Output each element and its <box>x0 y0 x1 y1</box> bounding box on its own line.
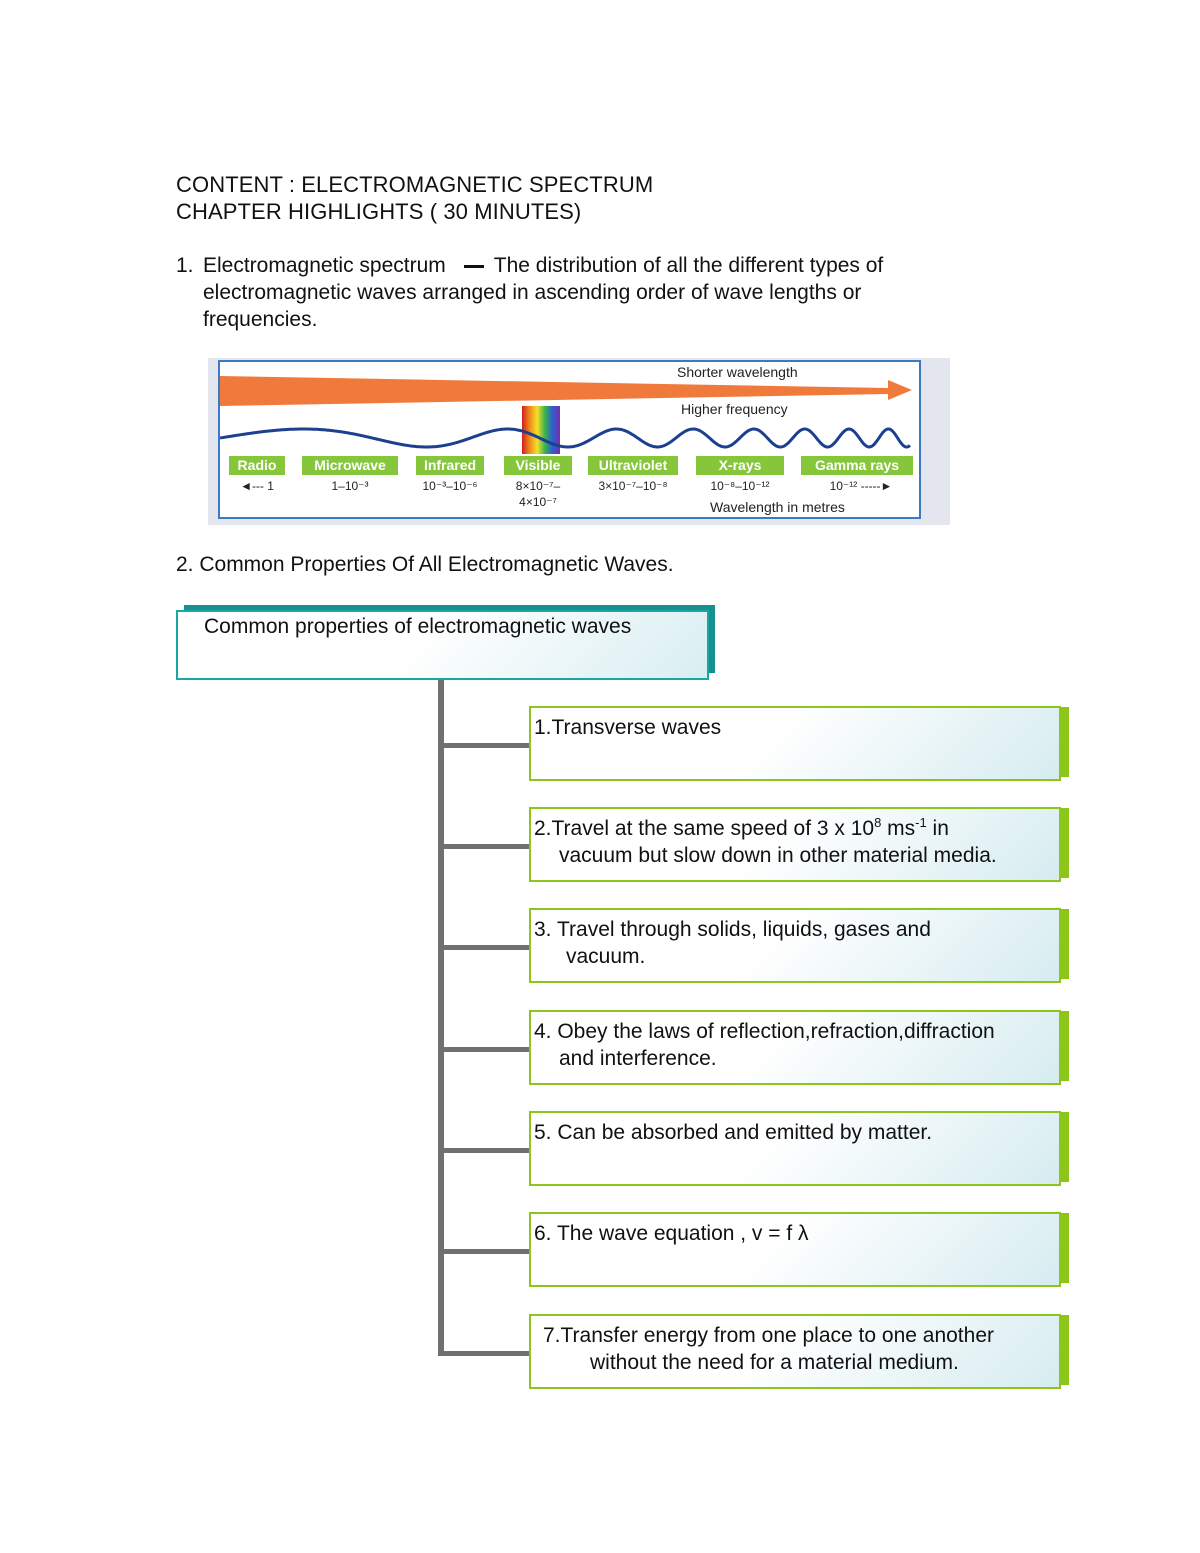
wavelength-microwave: 1–10⁻³ <box>331 479 369 493</box>
wavelength-ultraviolet: 3×10⁻⁷–10⁻⁸ <box>598 479 668 493</box>
wavelength-x-rays: 10⁻⁸–10⁻¹² <box>710 479 770 493</box>
shorter-wavelength-label: Shorter wavelength <box>677 364 798 380</box>
property-2-text: 2.Travel at the same speed of 3 x $10^8$ $ms^{-1}$ in <box>534 815 949 840</box>
property-7-text: 7.Transfer energy from one place to one another <box>543 1324 994 1347</box>
property-4-text-line-2: and interference. <box>559 1047 717 1070</box>
definition-term: Electromagnetic spectrum <box>203 254 446 277</box>
wavelength-infrared: 10⁻³–10⁻⁶ <box>422 479 478 493</box>
property-3-text: 3. Travel through solids, liquids, gases and <box>534 918 931 941</box>
wavelength-axis-label: Wavelength in metres <box>710 499 845 515</box>
property-box-3 <box>529 908 1061 983</box>
band-gamma-rays: Gamma rays <box>801 456 913 475</box>
connector-branch-4 <box>441 1047 531 1052</box>
property-6-text: 6. The wave equation , v = f λ <box>534 1222 809 1245</box>
root-box-label: Common properties of electromagnetic waves <box>204 615 632 638</box>
em-dash <box>464 265 484 268</box>
property-5-text: 5. Can be absorbed and emitted by matter. <box>534 1121 933 1144</box>
property-7-text-line-2: without the need for a material medium. <box>590 1351 959 1374</box>
property-box-4 <box>529 1010 1061 1085</box>
section-1-definition <box>176 252 996 333</box>
definition-line-1: The distribution of all the different types of <box>493 254 884 277</box>
root-box <box>176 610 709 680</box>
property-box-2 <box>529 807 1061 882</box>
band-visible: Visible <box>504 456 572 475</box>
section-1-number: 1. <box>176 254 194 277</box>
section-2-heading: 2. Common Properties Of All Electromagnetic Waves. <box>176 553 674 576</box>
property-2-text-line-2: vacuum but slow down in other material media. <box>559 844 997 867</box>
property-box-1 <box>529 706 1061 781</box>
band-radio: Radio <box>229 456 285 475</box>
connector-branch-6 <box>441 1249 531 1254</box>
connector-branch-7 <box>441 1351 531 1356</box>
definition-line-3: frequencies. <box>203 308 318 331</box>
wavelength-gamma-rays: 10⁻¹² -----► <box>829 479 893 493</box>
band-infrared: Infrared <box>416 456 484 475</box>
content-title: CONTENT : ELECTROMAGNETIC SPECTRUM <box>176 172 654 197</box>
property-1-text: 1.Transverse waves <box>534 716 722 739</box>
wavelength-visible-2: 4×10⁻⁷ <box>519 495 557 509</box>
chapter-highlights-title: CHAPTER HIGHLIGHTS ( 30 MINUTES) <box>176 199 582 224</box>
band-x-rays: X-rays <box>696 456 784 475</box>
higher-frequency-label: Higher frequency <box>681 401 788 417</box>
connector-branch-5 <box>441 1148 531 1153</box>
connector-branch-2 <box>441 844 531 849</box>
em-wave <box>220 429 910 447</box>
connector-branch-3 <box>441 945 531 950</box>
connector-branch-1 <box>441 743 531 748</box>
wavelength-visible: 8×10⁻⁷– <box>515 479 561 493</box>
property-box-5 <box>529 1111 1061 1186</box>
definition-line-2: electromagnetic waves arranged in ascending order of wave lengths or <box>203 281 862 304</box>
visible-rainbow-strip <box>522 406 560 454</box>
property-box-7 <box>529 1314 1061 1389</box>
property-3-text-line-2: vacuum. <box>566 945 646 968</box>
property-4-text: 4. Obey the laws of reflection,refraction,diffraction <box>534 1020 995 1043</box>
band-microwave: Microwave <box>302 456 398 475</box>
connector-trunk <box>438 680 444 1356</box>
band-ultraviolet: Ultraviolet <box>588 456 678 475</box>
wavelength-radio: ◄--- 1 <box>240 479 274 493</box>
spectrum-figure <box>218 360 921 519</box>
shorter-wavelength-arrow <box>220 376 912 406</box>
property-box-6 <box>529 1212 1061 1287</box>
